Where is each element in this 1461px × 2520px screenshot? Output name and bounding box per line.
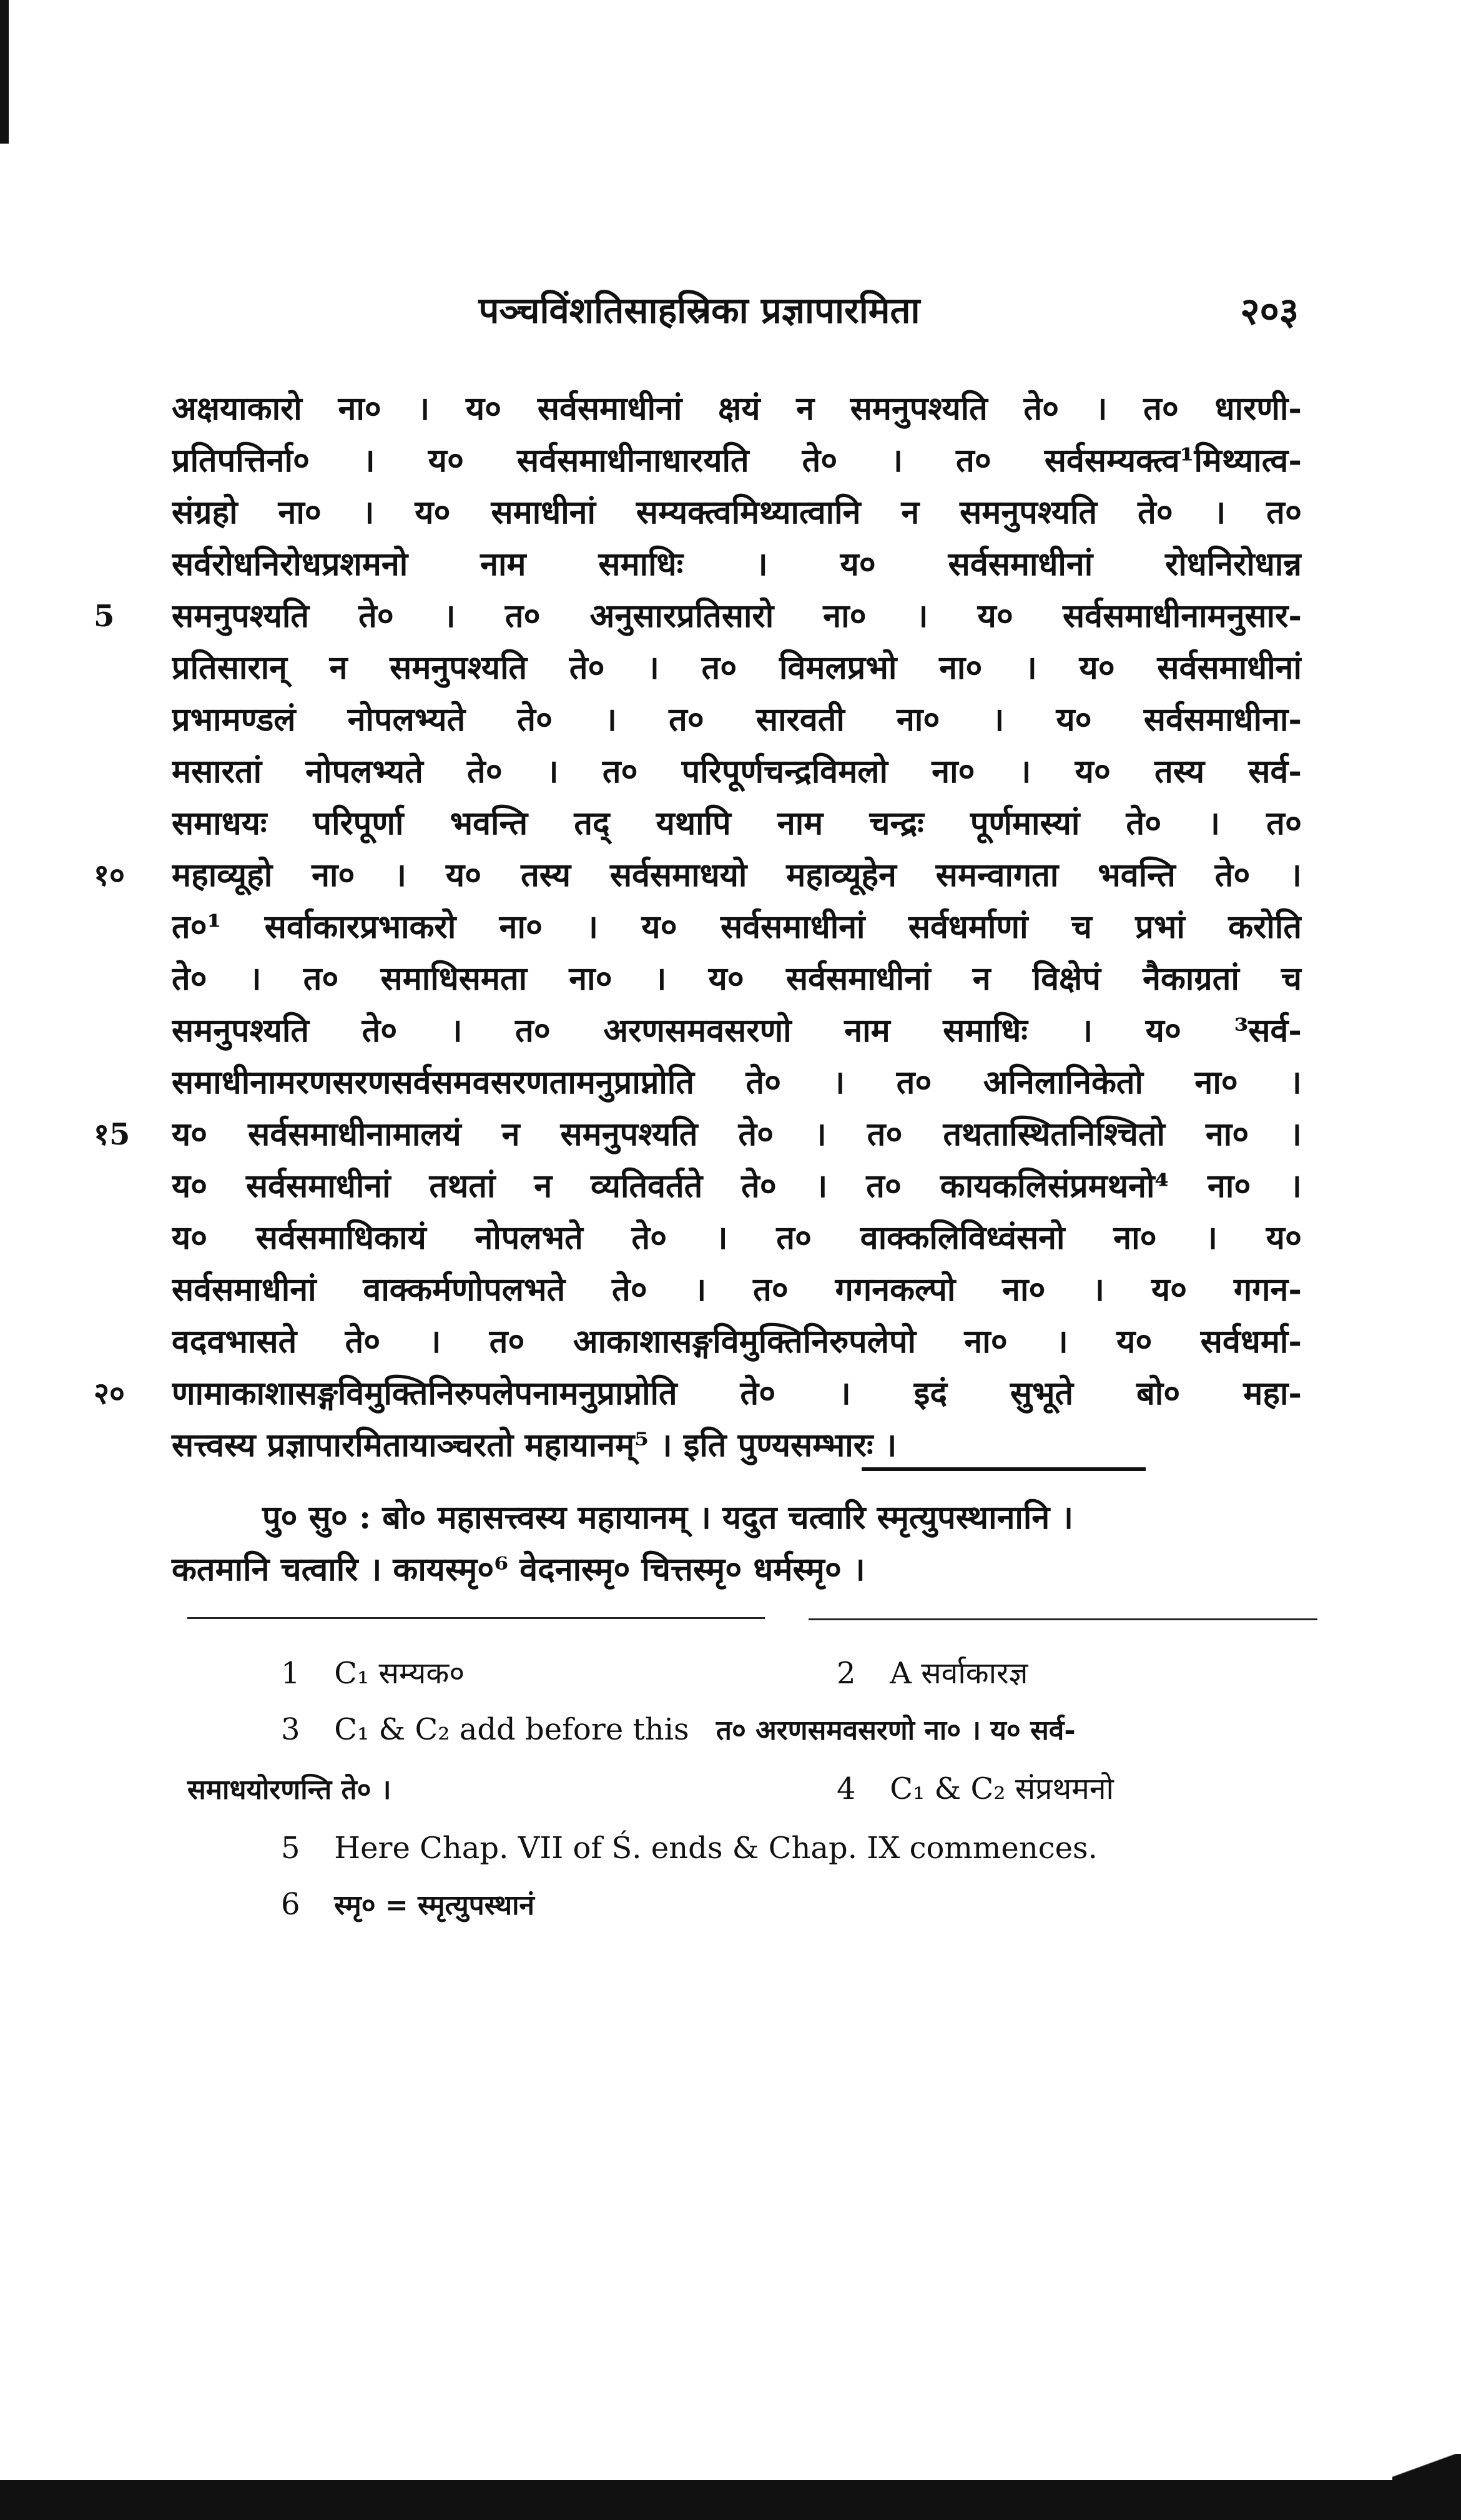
text-line: णामाकाशासङ्गविमुक्तिनिरुपलेपनामनुप्राप्नोति ते० । इदं सुभूते बो० महा-: [172, 1374, 1302, 1412]
footnote-3: [281, 1711, 1076, 1750]
text-line: य० सर्वसमाधीनामालयं न समनुपश्यति ते० । त० तथतास्थितनिश्चितो ना० ।: [172, 1115, 1302, 1153]
text-line: सर्वरोधनिरोधप्रशमनो नाम समाधिः । य० सर्वसमाधीनां रोधनिरोधान्न: [172, 545, 1302, 583]
line-number: १5: [94, 1117, 130, 1152]
footnote-text: Here Chap. VII of Ś. ends & Chap. IX commences.: [334, 1831, 1098, 1866]
footnote-text: C₁ सम्यक०: [334, 1656, 465, 1691]
paragraph-line: कतमानि चत्वारि । कायस्मृ०⁶ वेदनास्मृ० चित्तस्मृ० धर्मस्मृ० ।: [172, 1550, 865, 1588]
footnote-number: 4: [837, 1771, 856, 1806]
footnote-text: A सर्वाकारज्ञ: [890, 1656, 1028, 1691]
line-number: २०: [94, 1376, 125, 1411]
footnote-text-sa: त० अरणसमवसरणो ना० । य० सर्व-: [716, 1715, 1076, 1746]
footnote-number: 3: [281, 1712, 300, 1747]
footnote-rule-left: [187, 1617, 765, 1619]
footnote-3-cont: [187, 1770, 391, 1809]
text-line: समनुपश्यति ते० । त० अनुसारप्रतिसारो ना० । य० सर्वसमाधीनामनुसार-: [172, 597, 1302, 635]
footnote-number: 5: [281, 1831, 300, 1866]
line-number: १०: [94, 858, 125, 893]
footnote-4: [837, 1770, 1114, 1808]
text-line: समनुपश्यति ते० । त० अरणसमवसरणो नाम समाधिः । य० ³सर्व-: [172, 1011, 1302, 1050]
text-line: प्रतिपत्तिर्ना० । य० सर्वसमाधीनाधारयति ते० । त० सर्वसम्यक्त्व¹मिथ्यात्व-: [172, 441, 1302, 480]
paragraph-line: पु० सु० : बो० महासत्त्वस्य महायानम् । यदुत चत्वारि स्मृत्युपस्थानानि ।: [262, 1499, 1074, 1537]
footnote-text: C₁ & C₂ संप्रथमनो: [890, 1771, 1114, 1806]
text-line: य० सर्वसमाधीनां तथतां न व्यतिवर्तते ते० । त० कायकलिसंप्रमथनो⁴ ना० ।: [172, 1167, 1302, 1205]
footnote-number: 6: [281, 1887, 300, 1922]
footnote-number: 2: [837, 1656, 856, 1691]
footnote-text-en: C₁ & C₂ add before this: [334, 1712, 689, 1747]
text-line: प्रतिसारान् न समनुपश्यति ते० । त० विमलप्रभो ना० । य० सर्वसमाधीनां: [172, 649, 1302, 687]
text-line: सत्त्वस्य प्रज्ञापारमितायाञ्चरतो महायानम्⁵ । इति पुण्यसम्भारः ।: [172, 1426, 897, 1464]
scan-edge-left: [0, 0, 9, 144]
text-line: समाधयः परिपूर्णा भवन्ति तद् यथापि नाम चन्द्रः पूर्णमास्यां ते० । त०: [172, 804, 1302, 842]
text-line: वदवभासते ते० । त० आकाशासङ्गविमुक्तिनिरुपलेपो ना० । य० सर्वधर्मा-: [172, 1322, 1302, 1361]
text-line: य० सर्वसमाधिकायं नोपलभते ते० । त० वाक्कलिविध्वंसनो ना० । य०: [172, 1219, 1302, 1257]
text-line: संग्रहो ना० । य० समाधीनां सम्यक्त्वमिथ्यात्वानि न समनुपश्यति ते० । त०: [172, 493, 1302, 531]
page-number: २०३: [1240, 290, 1299, 333]
footnote-1: [281, 1655, 465, 1692]
footnote-6: [281, 1886, 534, 1924]
text-line: अक्षयाकारो ना० । य० सर्वसमाधीनां क्षयं न समनुपश्यति ते० । त० धारणी-: [172, 390, 1302, 428]
footnote-5: [281, 1829, 1098, 1867]
text-line: सर्वसमाधीनां वाक्कर्मणोपलभते ते० । त० गगनकल्पो ना० । य० गगन-: [172, 1271, 1302, 1309]
footnote-text: स्मृ० = स्मृत्युपस्थानं: [334, 1889, 534, 1921]
running-title: पञ्चविंशतिसाहस्रिका प्रज्ञापारमिता: [478, 289, 920, 332]
text-line: त०¹ सर्वाकारप्रभाकरो ना० । य० सर्वसमाधीनां सर्वधर्माणां च प्रभां करोति: [172, 908, 1302, 946]
text-line: मसारतां नोपलभ्यते ते० । त० परिपूर्णचन्द्रविमलो ना० । य० तस्य सर्व-: [172, 752, 1302, 790]
section-underline: [862, 1467, 1146, 1471]
text-line: ते० । त० समाधिसमता ना० । य० सर्वसमाधीनां न विक्षेपं नैकाग्रतां च: [172, 960, 1302, 998]
footnote-text-sa: समाधयोरणन्ति ते० ।: [187, 1774, 391, 1806]
text-line: समाधीनामरणसरणसर्वसमवसरणतामनुप्राप्नोति ते० । त० अनिलानिकेतो ना० ।: [172, 1063, 1302, 1101]
footnote-2: [837, 1655, 1028, 1692]
text-line: प्रभामण्डलं नोपलभ्यते ते० । त० सारवती ना० । य० सर्वसमाधीना-: [172, 701, 1302, 739]
scan-edge-bottom: [0, 2480, 1461, 2520]
line-number: 5: [94, 599, 115, 634]
footnote-number: 1: [281, 1656, 300, 1691]
text-line: महाव्यूहो ना० । य० तस्य सर्वसमाधयो महाव्यूहेन समन्वागता भवन्ति ते० ।: [172, 856, 1302, 894]
footnote-rule-right: [809, 1618, 1317, 1620]
